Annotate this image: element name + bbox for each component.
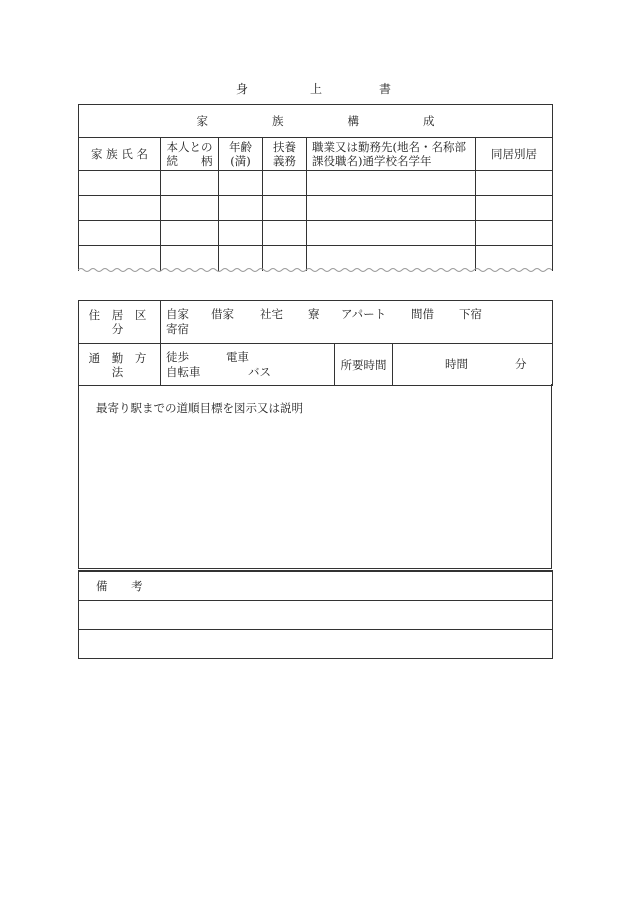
age-cell[interactable] xyxy=(219,221,263,246)
commute-option[interactable]: 自転車 xyxy=(166,365,201,379)
name-cell[interactable] xyxy=(79,221,161,246)
table-row xyxy=(79,171,553,196)
notes-title: 備 考 xyxy=(96,579,153,593)
residence-option[interactable]: 社宅 xyxy=(260,307,283,321)
notes-title-cell xyxy=(79,571,553,601)
cohabit-cell[interactable] xyxy=(476,171,553,196)
commute-options xyxy=(161,344,335,386)
route-map-caption: 最寄り駅までの道順目標を図示又は説明 xyxy=(96,401,303,415)
col-header-name: 家 族 氏 名 xyxy=(79,138,161,171)
living-table xyxy=(78,300,553,386)
title-char: 身 xyxy=(236,82,249,96)
commute-option[interactable]: 徒歩 xyxy=(166,350,189,364)
table-row xyxy=(79,196,553,221)
job-cell[interactable] xyxy=(307,171,476,196)
minutes-unit: 分 xyxy=(515,357,527,371)
commute-option[interactable]: 電車 xyxy=(226,350,249,364)
relation-cell[interactable] xyxy=(161,196,219,221)
residence-label: 住 居 区 分 xyxy=(79,301,161,344)
commute-time-label: 所要時間 xyxy=(335,344,393,386)
name-cell[interactable] xyxy=(79,171,161,196)
family-section-title: 家 族 構 成 xyxy=(79,105,553,138)
residence-option[interactable]: 借家 xyxy=(211,307,234,321)
commute-label: 通 勤 方 法 xyxy=(79,344,161,386)
hours-unit: 時間 xyxy=(445,357,468,371)
commute-time-field[interactable] xyxy=(393,344,553,386)
col-header-cohabit: 同居別居 xyxy=(476,138,553,171)
col-header-relation: 本人との 続 柄 xyxy=(161,138,219,171)
relation-cell[interactable] xyxy=(161,221,219,246)
family-table xyxy=(78,104,553,271)
residence-option[interactable]: 間借 xyxy=(411,307,434,321)
name-cell[interactable] xyxy=(79,196,161,221)
notes-line[interactable] xyxy=(79,630,553,659)
job-cell[interactable] xyxy=(307,221,476,246)
residence-option[interactable]: 下宿 xyxy=(459,307,482,321)
title-char: 上 xyxy=(310,82,323,96)
notes-table xyxy=(78,570,553,659)
col-header-age: 年齢 (満) xyxy=(219,138,263,171)
dependent-cell[interactable] xyxy=(263,196,307,221)
route-map-box[interactable] xyxy=(78,384,552,569)
residence-option[interactable]: 自家 xyxy=(166,307,189,321)
table-row xyxy=(79,221,553,246)
residence-options xyxy=(161,301,553,344)
age-cell[interactable] xyxy=(219,196,263,221)
commute-option[interactable]: バス xyxy=(248,365,271,379)
residence-option[interactable]: 寄宿 xyxy=(166,322,189,336)
age-cell[interactable] xyxy=(219,171,263,196)
document-title xyxy=(0,80,630,98)
cohabit-cell[interactable] xyxy=(476,196,553,221)
cohabit-cell[interactable] xyxy=(476,221,553,246)
relation-cell[interactable] xyxy=(161,171,219,196)
dependent-cell[interactable] xyxy=(263,221,307,246)
residence-option[interactable]: 寮 xyxy=(308,307,320,321)
dependent-cell[interactable] xyxy=(263,171,307,196)
table-continuation-wave xyxy=(78,266,552,274)
job-cell[interactable] xyxy=(307,196,476,221)
col-header-dependent: 扶養 義務 xyxy=(263,138,307,171)
title-char: 書 xyxy=(379,82,392,96)
notes-line[interactable] xyxy=(79,601,553,630)
residence-option[interactable]: アパート xyxy=(341,307,387,321)
col-header-job: 職業又は勤務先(地名・名称部 課役職名)通学校名学年 xyxy=(307,138,476,171)
